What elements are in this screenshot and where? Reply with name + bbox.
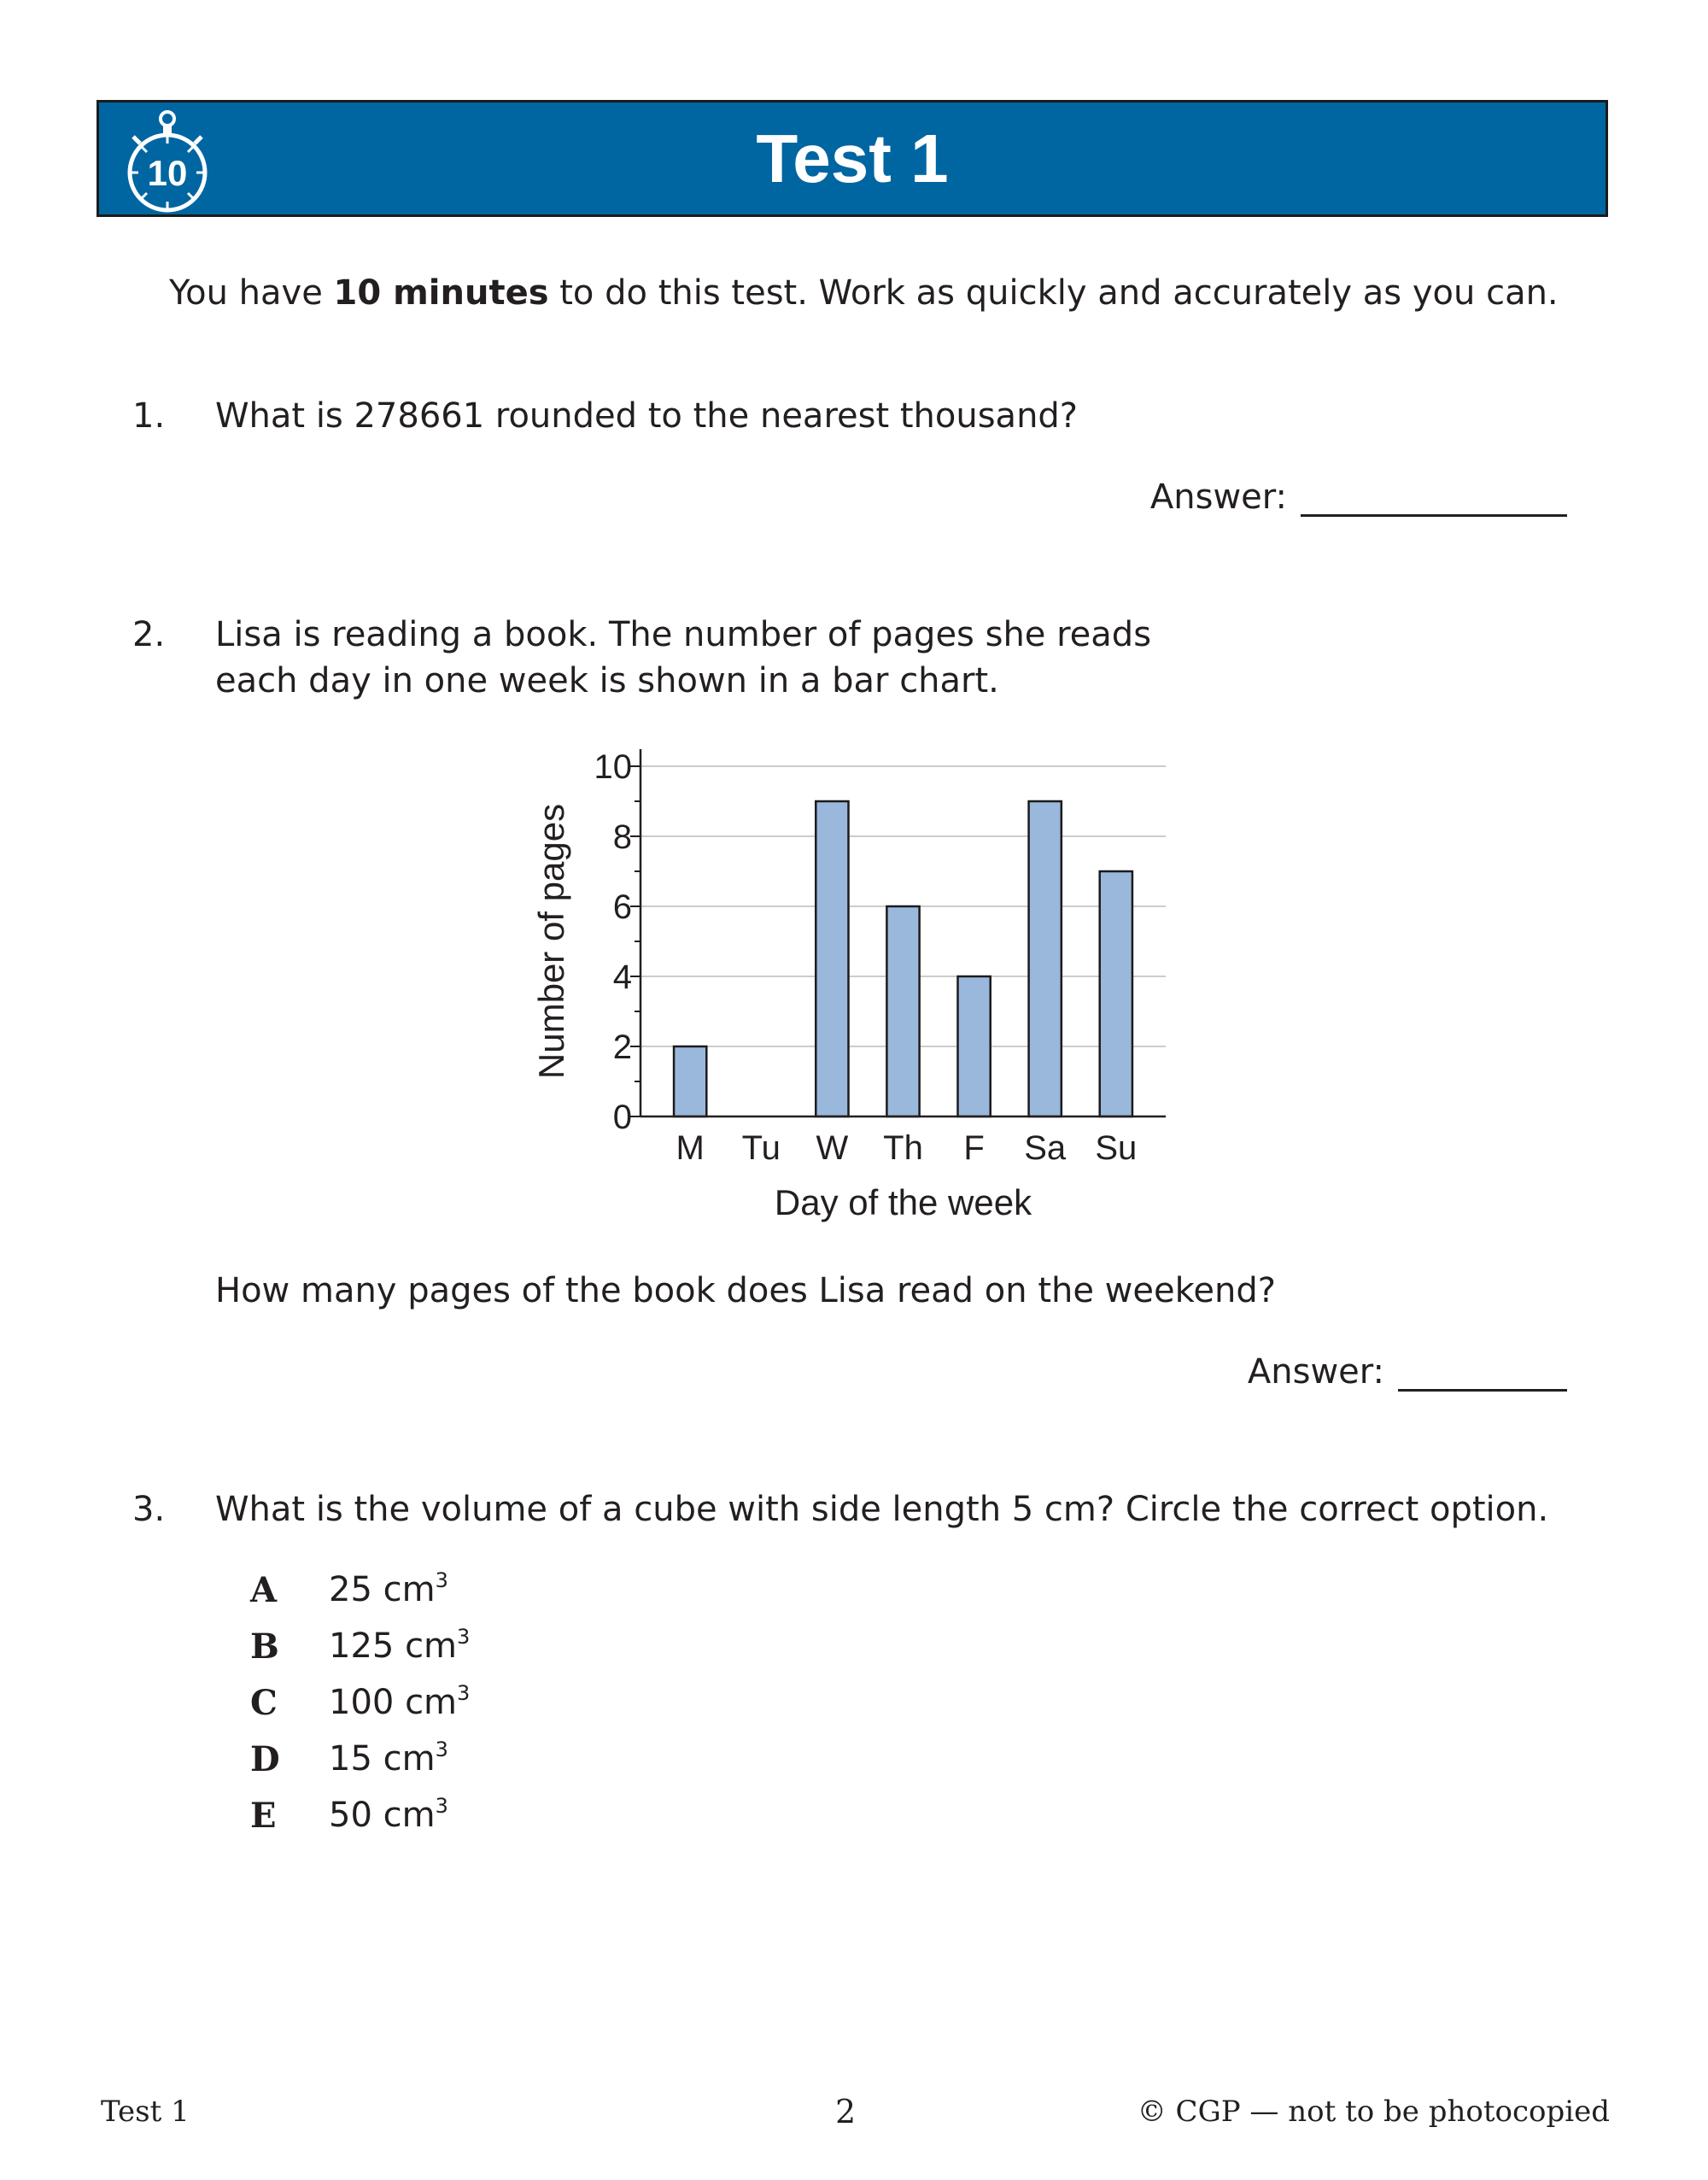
x-tick-label: Sa xyxy=(1024,1129,1067,1167)
bar-f xyxy=(957,976,990,1116)
y-tick-label: 8 xyxy=(612,818,632,856)
x-tick-label: Su xyxy=(1095,1129,1138,1167)
question-2-text-line-2: each day in one week is shown in a bar chart. xyxy=(215,661,999,700)
question-3-text: What is the volume of a cube with side length 5 cm? Circle the correct option. xyxy=(215,1490,1549,1529)
bar-sa xyxy=(1029,801,1062,1116)
intro-time-limit: 10 minutes xyxy=(333,273,549,313)
option-value: 125 cm xyxy=(329,1626,458,1666)
option-unit-exponent: 3 xyxy=(435,1794,448,1818)
answer-label: Answer: xyxy=(1149,478,1287,517)
answer-blank[interactable] xyxy=(1398,1351,1567,1392)
x-tick-label: F xyxy=(963,1129,985,1167)
y-tick-label: 0 xyxy=(612,1099,632,1136)
option-letter-a[interactable]: A xyxy=(250,1570,278,1610)
answer-label: Answer: xyxy=(1247,1352,1384,1392)
bar-th xyxy=(886,906,919,1116)
option-value: 15 cm xyxy=(329,1739,436,1779)
option-a[interactable] xyxy=(329,1570,448,1609)
intro-text-end: to do this test. Work as quickly and accurately as you can. xyxy=(548,273,1559,313)
question-2-number: 2. xyxy=(132,615,166,654)
option-value: 100 cm xyxy=(329,1683,458,1722)
question-1-number: 1. xyxy=(132,396,166,436)
bar-w xyxy=(816,801,848,1116)
y-tick-label: 6 xyxy=(612,888,632,926)
question-2-answer xyxy=(1248,1351,1567,1392)
intro-text-start: You have xyxy=(169,273,334,313)
option-e[interactable] xyxy=(329,1796,448,1835)
question-2-follow-up: How many pages of the book does Lisa read on the weekend? xyxy=(215,1271,1276,1310)
option-unit-exponent: 3 xyxy=(457,1681,471,1705)
option-letter-e[interactable]: E xyxy=(250,1796,277,1836)
footer-test-name: Test 1 xyxy=(101,2095,190,2129)
test-header-banner xyxy=(97,100,1608,217)
question-1-answer xyxy=(1150,477,1567,517)
option-value: 50 cm xyxy=(329,1796,436,1835)
option-letter-d[interactable]: D xyxy=(250,1739,280,1779)
question-2-text-line-1: Lisa is reading a book. The number of pages she reads xyxy=(215,615,1152,654)
question-1-text: What is 278661 rounded to the nearest thousand? xyxy=(215,396,1079,436)
y-tick-label: 4 xyxy=(612,958,632,996)
y-tick-label: 10 xyxy=(594,748,632,786)
option-unit-exponent: 3 xyxy=(435,1568,448,1592)
option-d[interactable] xyxy=(329,1739,448,1779)
x-tick-label: Th xyxy=(883,1129,923,1167)
answer-blank[interactable] xyxy=(1301,477,1567,517)
x-axis-label: Day of the week xyxy=(774,1182,1032,1222)
page-title: Test 1 xyxy=(756,120,949,196)
option-letter-b[interactable]: B xyxy=(250,1626,279,1667)
pages-bar-chart xyxy=(512,736,1196,1249)
bar-m xyxy=(674,1046,706,1116)
option-c[interactable] xyxy=(329,1683,470,1722)
x-tick-label: M xyxy=(676,1129,705,1167)
option-unit-exponent: 3 xyxy=(435,1738,448,1761)
x-tick-label: W xyxy=(816,1129,849,1167)
x-tick-label: Tu xyxy=(741,1129,781,1167)
option-value: 25 cm xyxy=(329,1570,436,1609)
option-unit-exponent: 3 xyxy=(457,1625,471,1649)
footer-copyright: © CGP — not to be photocopied xyxy=(1137,2095,1610,2129)
y-tick-label: 2 xyxy=(612,1028,632,1066)
intro-text xyxy=(169,273,1559,313)
page-number: 2 xyxy=(835,2093,857,2130)
bar-su xyxy=(1100,871,1132,1116)
option-b[interactable] xyxy=(329,1626,470,1666)
question-3-number: 3. xyxy=(132,1490,166,1529)
y-axis-label: Number of pages xyxy=(531,803,571,1080)
timer-label: 10 xyxy=(147,153,188,193)
option-letter-c[interactable]: C xyxy=(250,1683,278,1723)
